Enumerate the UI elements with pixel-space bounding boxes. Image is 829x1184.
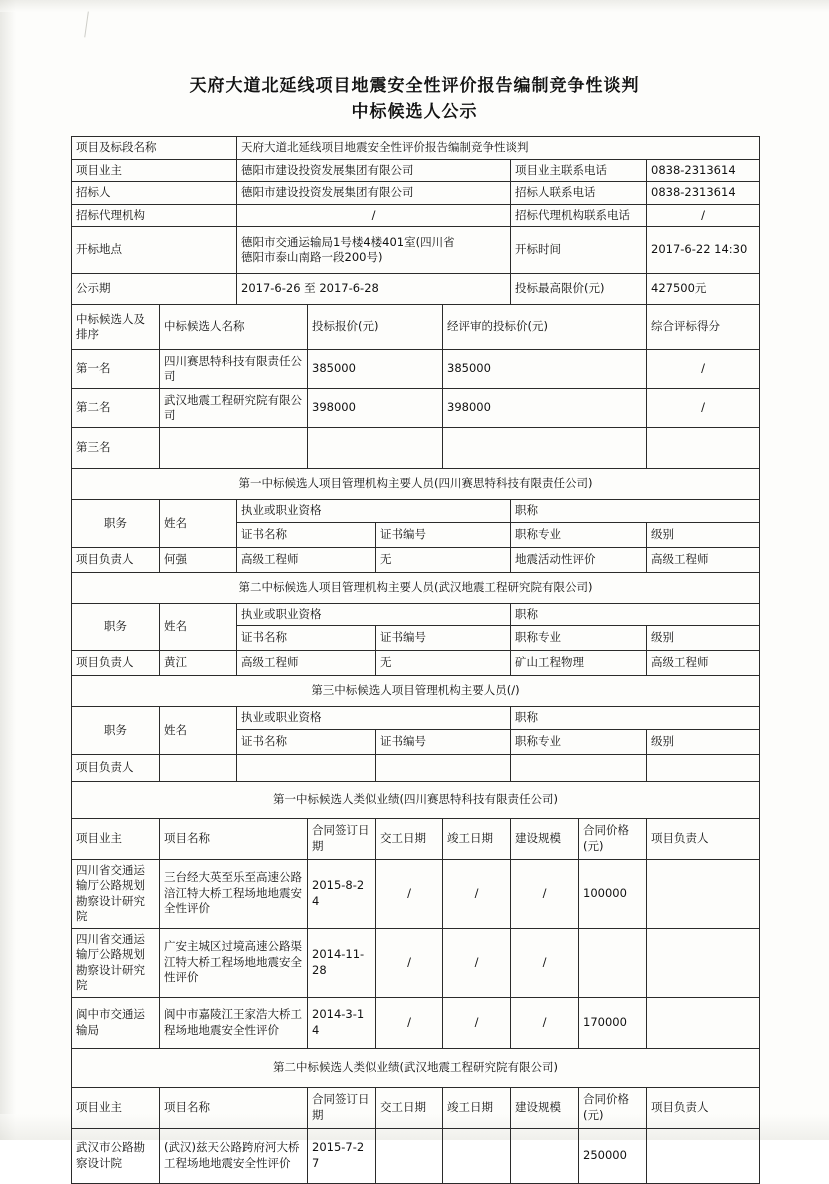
perf-scale: / xyxy=(511,859,579,928)
perf-complete: / xyxy=(443,997,511,1048)
table-row xyxy=(72,182,760,205)
perf-scale: / xyxy=(511,997,579,1048)
project-name-value: 天府大道北延线项目地震安全性评价报告编制竞争性谈判 xyxy=(237,137,760,160)
owner-phone-label: 项目业主联系电话 xyxy=(511,159,647,182)
staff-cert-no xyxy=(376,754,511,781)
table-row xyxy=(72,204,760,227)
staff-section-title: 第三中标候选人项目管理机构主要人员(/) xyxy=(72,676,760,707)
table-row xyxy=(72,547,760,572)
tenderer-phone-value: 0838-2313614 xyxy=(647,182,760,205)
performance-section-title: 第一中标候选人类似业绩(四川赛思特科技有限责任公司) xyxy=(72,781,760,818)
table-row xyxy=(72,274,760,305)
table-row xyxy=(72,1087,760,1128)
candidate-reviewed-label: 经评审的投标价(元) xyxy=(443,305,647,350)
owner-label: 项目业主 xyxy=(72,159,237,182)
scan-edge-top xyxy=(0,0,829,12)
perf-sign: 2014-3-14 xyxy=(308,997,376,1048)
document-title xyxy=(0,74,829,125)
perf-handover: / xyxy=(376,859,443,928)
table-row xyxy=(72,781,760,818)
open-place-line2: 德阳市泰山南路一段200号) xyxy=(241,250,383,265)
perf-complete: / xyxy=(443,859,511,928)
perf-owner: 武汉市公路勘察设计院 xyxy=(72,1128,160,1183)
perf-project: (武汉)兹天公路跨府河大桥工程场地地震安全性评价 xyxy=(160,1128,308,1183)
staff-title-major: 地震活动性评价 xyxy=(511,547,647,572)
agency-label: 招标代理机构 xyxy=(72,204,237,227)
perf-handover: / xyxy=(376,928,443,997)
table-row xyxy=(72,997,760,1048)
perf-project-label: 项目名称 xyxy=(160,818,308,859)
perf-sign-label: 合同签订日期 xyxy=(308,818,376,859)
candidate-rank: 第三名 xyxy=(72,428,160,469)
perf-leader xyxy=(647,928,760,997)
scan-artifact-mark xyxy=(84,12,97,39)
candidate-bid: 385000 xyxy=(308,350,443,389)
project-name-label: 项目及标段名称 xyxy=(72,137,237,160)
table-row xyxy=(72,428,760,469)
table-row xyxy=(72,227,760,274)
staff-name-label: 姓名 xyxy=(160,500,237,548)
owner-phone-value: 0838-2313614 xyxy=(647,159,760,182)
table-row xyxy=(72,928,760,997)
staff-cert-no-label: 证书编号 xyxy=(376,729,511,754)
perf-owner: 四川省交通运输厅公路规划勘察设计研究院 xyxy=(72,859,160,928)
candidate-rank: 第二名 xyxy=(72,389,160,428)
table-row xyxy=(72,859,760,928)
perf-sign: 2015-7-27 xyxy=(308,1128,376,1183)
staff-duty: 项目负责人 xyxy=(72,754,160,781)
staff-title-major: 矿山工程物理 xyxy=(511,651,647,676)
candidate-reviewed xyxy=(443,428,647,469)
candidate-bid: 398000 xyxy=(308,389,443,428)
title-line-1: 天府大道北延线项目地震安全性评价报告编制竞争性谈判 xyxy=(189,76,640,96)
perf-complete-label: 竣工日期 xyxy=(443,818,511,859)
candidate-score-label: 综合评标得分 xyxy=(647,305,760,350)
perf-project: 广安主城区过境高速公路渠江特大桥工程场地地震安全性评价 xyxy=(160,928,308,997)
candidate-rank-label: 中标候选人及排序 xyxy=(72,305,160,350)
perf-handover-label: 交工日期 xyxy=(376,1087,443,1128)
staff-grade-label: 级别 xyxy=(647,522,760,547)
staff-name: 黄江 xyxy=(160,651,237,676)
staff-title-major-label: 职称专业 xyxy=(511,729,647,754)
table-row xyxy=(72,350,760,389)
staff-qual-label: 执业或职业资格 xyxy=(237,603,511,626)
perf-complete-label: 竣工日期 xyxy=(443,1087,511,1128)
open-time-value: 2017-6-22 14:30 xyxy=(647,227,760,274)
title-line-2: 中标候选人公示 xyxy=(351,101,478,122)
staff-duty: 项目负责人 xyxy=(72,547,160,572)
staff-title-label: 职称 xyxy=(511,500,760,523)
perf-complete xyxy=(443,1128,511,1183)
staff-qual-label: 执业或职业资格 xyxy=(237,707,511,730)
perf-leader xyxy=(647,1128,760,1183)
table-row xyxy=(72,137,760,160)
perf-leader-label: 项目负责人 xyxy=(647,1087,760,1128)
perf-sign-label: 合同签订日期 xyxy=(308,1087,376,1128)
candidate-score xyxy=(647,428,760,469)
table-row xyxy=(72,572,760,603)
perf-price: 100000 xyxy=(579,859,647,928)
staff-title-major-label: 职称专业 xyxy=(511,626,647,651)
table-row xyxy=(72,469,760,500)
perf-price: 250000 xyxy=(579,1128,647,1183)
staff-title-major xyxy=(511,754,647,781)
candidate-name: 武汉地震工程研究院有限公司 xyxy=(160,389,308,428)
staff-title-label: 职称 xyxy=(511,707,760,730)
agency-value: / xyxy=(237,204,511,227)
table-row xyxy=(72,389,760,428)
staff-cert-name: 高级工程师 xyxy=(237,547,376,572)
perf-leader-label: 项目负责人 xyxy=(647,818,760,859)
candidate-name-label: 中标候选人名称 xyxy=(160,305,308,350)
publicity-label: 公示期 xyxy=(72,274,237,305)
staff-cert-name xyxy=(237,754,376,781)
max-price-label: 投标最高限价(元) xyxy=(511,274,647,305)
staff-grade xyxy=(647,754,760,781)
perf-project: 阆中市嘉陵江王家浩大桥工程场地地震安全性评价 xyxy=(160,997,308,1048)
candidate-reviewed: 398000 xyxy=(443,389,647,428)
tenderer-value: 德阳市建设投资发展集团有限公司 xyxy=(237,182,511,205)
perf-price xyxy=(579,928,647,997)
perf-scale: / xyxy=(511,928,579,997)
staff-title-label: 职称 xyxy=(511,603,760,626)
candidate-rank: 第一名 xyxy=(72,350,160,389)
table-row xyxy=(72,754,760,781)
agency-phone-value: / xyxy=(647,204,760,227)
open-place-line1: 德阳市交通运输局1号楼4楼401室(四川省 xyxy=(241,234,455,249)
candidate-name: 四川赛思特科技有限责任公司 xyxy=(160,350,308,389)
table-row xyxy=(72,818,760,859)
staff-cert-name-label: 证书名称 xyxy=(237,626,376,651)
candidate-name xyxy=(160,428,308,469)
candidate-score: / xyxy=(647,350,760,389)
perf-scale-label: 建设规模 xyxy=(511,818,579,859)
perf-leader xyxy=(647,997,760,1048)
perf-price: 170000 xyxy=(579,997,647,1048)
staff-grade-label: 级别 xyxy=(647,729,760,754)
perf-sign: 2014-11-28 xyxy=(308,928,376,997)
staff-duty-label: 职务 xyxy=(72,500,160,548)
owner-value: 德阳市建设投资发展集团有限公司 xyxy=(237,159,511,182)
staff-name xyxy=(160,754,237,781)
perf-handover-label: 交工日期 xyxy=(376,818,443,859)
tenderer-label: 招标人 xyxy=(72,182,237,205)
table-row xyxy=(72,1128,760,1183)
perf-project: 三台经大英至乐至高速公路涪江特大桥工程场地地震安全性评价 xyxy=(160,859,308,928)
candidate-reviewed: 385000 xyxy=(443,350,647,389)
staff-section-title: 第二中标候选人项目管理机构主要人员(武汉地震工程研究院有限公司) xyxy=(72,572,760,603)
table-row xyxy=(72,1048,760,1087)
perf-sign: 2015-8-24 xyxy=(308,859,376,928)
table-row xyxy=(72,305,760,350)
main-table xyxy=(71,136,760,1184)
staff-duty-label: 职务 xyxy=(72,603,160,651)
staff-cert-name: 高级工程师 xyxy=(237,651,376,676)
table-row xyxy=(72,603,760,626)
staff-cert-no-label: 证书编号 xyxy=(376,626,511,651)
staff-cert-no-label: 证书编号 xyxy=(376,522,511,547)
staff-grade: 高级工程师 xyxy=(647,547,760,572)
candidate-bid-label: 投标报价(元) xyxy=(308,305,443,350)
perf-owner: 四川省交通运输厅公路规划勘察设计研究院 xyxy=(72,928,160,997)
publicity-value: 2017-6-26 至 2017-6-28 xyxy=(237,274,511,305)
perf-handover: / xyxy=(376,997,443,1048)
open-time-label: 开标时间 xyxy=(511,227,647,274)
tenderer-phone-label: 招标人联系电话 xyxy=(511,182,647,205)
staff-name-label: 姓名 xyxy=(160,707,237,755)
perf-scale-label: 建设规模 xyxy=(511,1087,579,1128)
staff-duty: 项目负责人 xyxy=(72,651,160,676)
perf-project-label: 项目名称 xyxy=(160,1087,308,1128)
staff-grade-label: 级别 xyxy=(647,626,760,651)
perf-scale xyxy=(511,1128,579,1183)
staff-name: 何强 xyxy=(160,547,237,572)
perf-handover xyxy=(376,1128,443,1183)
performance-section-title: 第二中标候选人类似业绩(武汉地震工程研究院有限公司) xyxy=(72,1048,760,1087)
perf-price-label: 合同价格(元) xyxy=(579,818,647,859)
perf-complete: / xyxy=(443,928,511,997)
candidate-bid xyxy=(308,428,443,469)
open-place-value xyxy=(237,227,511,274)
table-row xyxy=(72,159,760,182)
staff-title-major-label: 职称专业 xyxy=(511,522,647,547)
table-row xyxy=(72,676,760,707)
staff-grade: 高级工程师 xyxy=(647,651,760,676)
table-row xyxy=(72,707,760,730)
staff-cert-name-label: 证书名称 xyxy=(237,729,376,754)
perf-owner-label: 项目业主 xyxy=(72,1087,160,1128)
perf-owner: 阆中市交通运输局 xyxy=(72,997,160,1048)
agency-phone-label: 招标代理机构联系电话 xyxy=(511,204,647,227)
candidate-score: / xyxy=(647,389,760,428)
open-place-label: 开标地点 xyxy=(72,227,237,274)
staff-section-title: 第一中标候选人项目管理机构主要人员(四川赛思特科技有限责任公司) xyxy=(72,469,760,500)
table-row xyxy=(72,651,760,676)
max-price-value: 427500元 xyxy=(647,274,760,305)
table-row xyxy=(72,500,760,523)
staff-qual-label: 执业或职业资格 xyxy=(237,500,511,523)
staff-cert-no: 无 xyxy=(376,651,511,676)
perf-owner-label: 项目业主 xyxy=(72,818,160,859)
perf-price-label: 合同价格(元) xyxy=(579,1087,647,1128)
staff-cert-name-label: 证书名称 xyxy=(237,522,376,547)
staff-cert-no: 无 xyxy=(376,547,511,572)
staff-name-label: 姓名 xyxy=(160,603,237,651)
perf-leader xyxy=(647,859,760,928)
scan-edge-left xyxy=(0,0,16,1140)
staff-duty-label: 职务 xyxy=(72,707,160,755)
